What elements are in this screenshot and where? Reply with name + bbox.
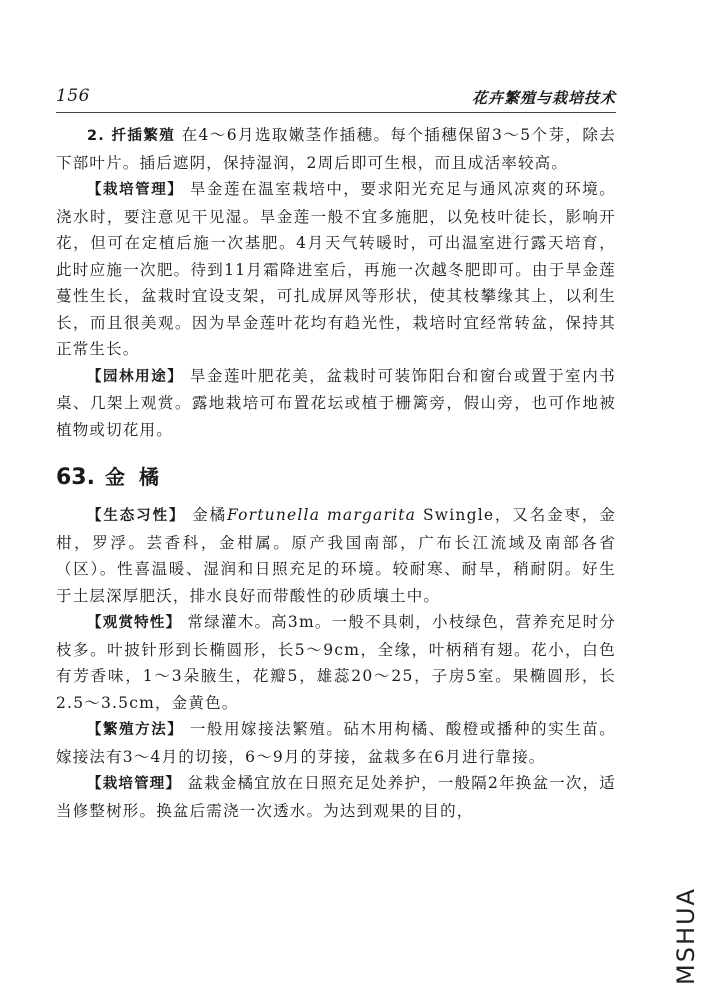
watermark-text: MSHUA bbox=[672, 887, 701, 985]
latin-author: Swingle bbox=[422, 506, 495, 524]
paragraph-text: 旱金莲在温室栽培中，要求阳光充足与通风凉爽的环境。浇水时，要注意见干见湿。旱金莲一般不宜多施肥，以免枝叶徒长，影响开花，但可在定植后施一次基肥。4月天气转暖时，可出温室进行露天培育，此时应施一次肥。待到11月霜降进室后，再施一次越冬肥即可。由于旱金莲蔓性生长，盆栽时宜设支架，可扎成屏风等形状，使其枝攀缘其上，以利生长，而且很美观。因为旱金莲叶花均有趋光性，栽培时宜经常转盆，保持其正常生长。 bbox=[56, 180, 616, 358]
paragraph-cultivation bbox=[56, 176, 616, 363]
paragraph-ornamental bbox=[56, 609, 616, 716]
section-heading bbox=[56, 461, 616, 490]
paragraph-text: 盆栽金橘宜放在日照充足处养护，一般隔2年换盆一次，适当修整树形。换盆后需浇一次透水。为达到观果的目的， bbox=[56, 774, 616, 820]
paragraph-tag: 【栽培管理】 bbox=[87, 182, 184, 198]
paragraph-tag: 【生态习性】 bbox=[87, 508, 186, 524]
paragraph-tag: 【栽培管理】 bbox=[87, 776, 182, 792]
paragraph-text: 旱金莲叶肥花美，盆栽时可装饰阳台和窗台或置于室内书桌、几架上观赏。露地栽培可布置花坛或植于栅篱旁，假山旁，也可作地被植物或切花用。 bbox=[56, 366, 616, 439]
paragraph-text: 一般用嫁接法繁殖。砧木用枸橘、酸橙或播种的实生苗。嫁接法有3～4月的切接，6～9月的芽接，盆栽多在6月进行靠接。 bbox=[56, 720, 616, 766]
paragraph-text: ，又名金枣，金柑，罗浮。芸香科，金柑属。原产我国南部，广布长江流域及南部各省（区）。性喜温暖、湿润和日照充足的环境。较耐寒、耐旱，稍耐阴。好生于土层深厚肥沃，排水良好而带酸性的砂质壤土中。 bbox=[56, 506, 616, 605]
watermark bbox=[669, 881, 703, 991]
section-name: 金橘 bbox=[104, 465, 173, 489]
paragraph-text: 常绿灌木。高3m。一般不具刺，小枝绿色，营养充足时分枝多。叶披针形到长椭圆形，长5～9cm，全缘，叶柄稍有翅。花小，白色有芳香味，1～3朵腋生，花瓣5，雄蕊20～25，子房5室。果椭圆形，长2.5～3.5cm，金黄色。 bbox=[56, 613, 616, 712]
paragraph-text-lead: 金橘 bbox=[185, 506, 227, 524]
paragraph-propagation bbox=[56, 716, 616, 770]
paragraph-tag: 【园林用途】 bbox=[87, 368, 184, 385]
header-rule bbox=[56, 112, 616, 113]
paragraph-cultivation-kumquat bbox=[56, 770, 616, 824]
page-number: 156 bbox=[56, 86, 90, 106]
running-title: 花卉繁殖与栽培技术 bbox=[471, 89, 616, 107]
paragraph-tag: 2. 扦插繁殖 bbox=[87, 128, 176, 144]
body-text bbox=[56, 122, 616, 824]
paragraph-tag: 【繁殖方法】 bbox=[87, 722, 184, 738]
paragraph-text: 在4～6月选取嫩茎作插穗。每个插穗保留3～5个芽，除去下部叶片。插后遮阴，保持湿润，2周后即可生根，而且成活率较高。 bbox=[56, 126, 616, 172]
paragraph-cutting-propagation bbox=[56, 122, 616, 176]
paragraph-garden-use bbox=[56, 363, 616, 444]
paragraph-ecology bbox=[56, 502, 616, 609]
paragraph-tag: 【观赏特性】 bbox=[87, 615, 182, 631]
section-number: 63. bbox=[56, 465, 95, 490]
latin-name: Fortunella margarita bbox=[226, 506, 417, 524]
page-header bbox=[56, 86, 616, 112]
